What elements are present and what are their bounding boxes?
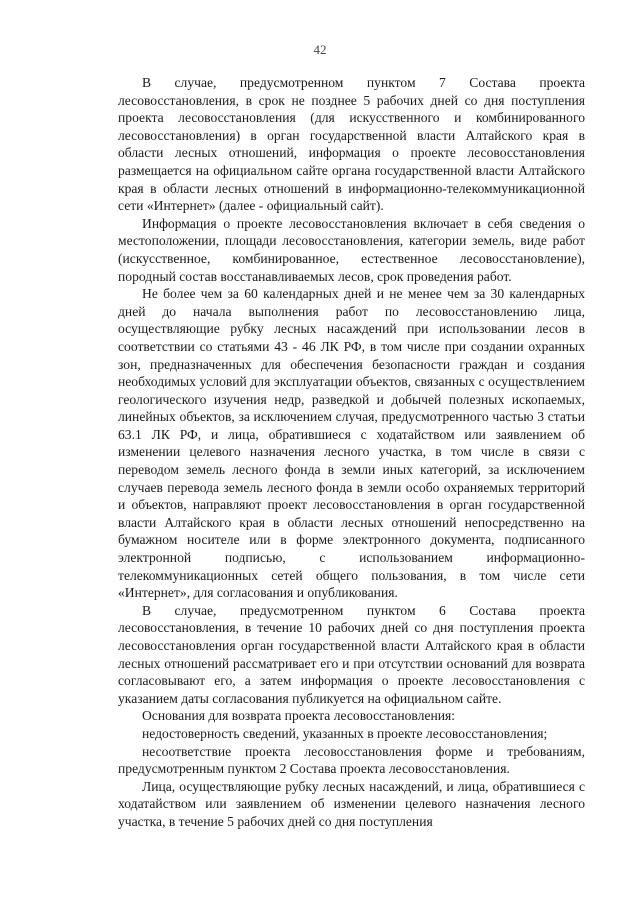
paragraph-return-ground-2: несоответствие проекта лесовосстановления форме и требованиям, предусмотренным пунктом 2 Состава проекта лесовосстановления. [118, 743, 585, 777]
paragraph-review-approval: В случае, предусмотренном пунктом 6 Состава проекта лесовосстановления, в течение 10 рабочих дней со дня поступления проекта лесовосстановления орган государственной власти Алтайского края в области лесных отношений рассматривает его и при отсутствии оснований для возврата согласовывают его, а затем информация о проекте лесовосстановления с указанием даты согласования публикуется на официальном сайте. [118, 602, 585, 706]
document-body [118, 74, 585, 831]
paragraph-submission-deadline: Не более чем за 60 календарных дней и не менее чем за 30 календарных дней до начала выполнения работ по лесовосстановлению лица, осуществляющие рубку лесных насаждений при использовании лесов в соответствии со статьями 43 - 46 ЛК РФ, в том числе при создании охранных зон, предназначенных для обеспечения безопасности граждан и создания необходимых условий для эксплуатации объектов, связанных с осуществлением геологического изучения недр, разведкой и добычей полезных ископаемых, линейных объектов, за исключением случая, предусмотренного частью 3 статьи 63.1 ЛК РФ, и лица, обратившиеся с ходатайством или заявлением об изменении целевого назначения лесного участка, в том числе в связи с переводом земель лесного фонда в земли иных категорий, за исключением случаев перевода земель лесного фонда в земли особо охраняемых территорий и объектов, направляют проект лесовосстановления в орган государственной власти Алтайского края в области лесных отношений непосредственно на бумажном носителе или в форме электронного документа, подписанного электронной подписью, с использованием информационно-телекоммуникационных сетей общего пользования, в том числе сети «Интернет», для согласования и опубликования. [118, 286, 585, 601]
page-number: 42 [313, 42, 327, 57]
paragraph-publication-rule: В случае, предусмотренном пунктом 7 Состава проекта лесовосстановления, в срок не позднее 5 рабочих дней со дня поступления проекта лесовосстановления (для искусственного и комбинированного лесовосстановления) в орган государственной власти Алтайского края в области лесных отношений, информация о проекте лесовосстановления размещается на официальном сайте органа государственной власти Алтайского края в области лесных отношений в информационно-телекоммуникационной сети «Интернет» (далее - официальный сайт). [118, 75, 585, 214]
paragraph-return-ground-1: недостоверность сведений, указанных в проекте лесовосстановления; [142, 725, 548, 741]
paragraph-return-grounds-heading: Основания для возврата проекта лесовосстановления: [142, 708, 456, 724]
paragraph-info-contents: Информация о проекте лесовосстановления включает в себя сведения о местоположении, площади лесовосстановления, категории земель, виде работ (искусственное, комбинированное, естественное лесовосстановление), породный состав восстанавливаемых лесов, срок проведения работ. [118, 215, 585, 284]
paragraph-continuation: Лица, осуществляющие рубку лесных насаждений, и лица, обратившиеся с ходатайством или заявлением об изменении целевого назначения лесного участка, в течение 5 рабочих дней со дня поступления [118, 778, 585, 829]
